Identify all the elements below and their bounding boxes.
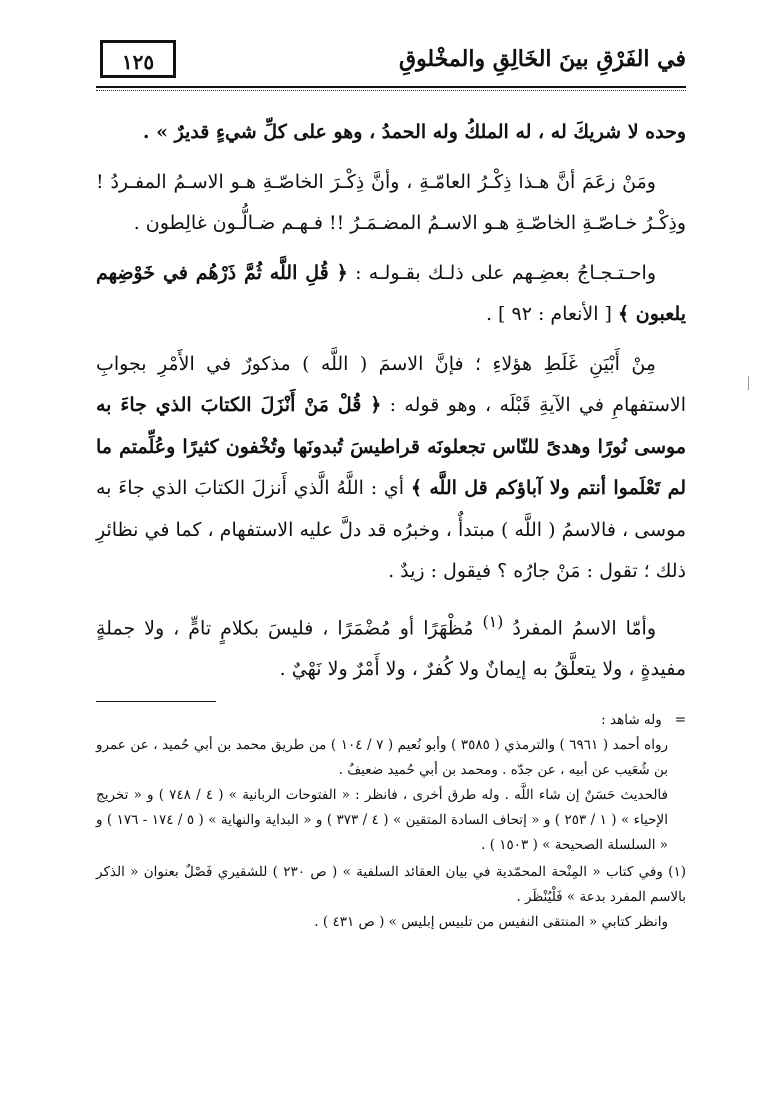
paragraph-4	[96, 344, 686, 593]
continuation-marker: =	[674, 711, 686, 728]
footnote-text: رواه أحمد ( ٦٩٦١ ) والترمذي ( ٣٥٨٥ ) وأبو نُعيم ( ٧ / ١٠٤ ) من طريق محمد بن أبي حُميد ، عن عمرو بن شُعَيب عن أبيه ، عن جدّه . ومحمد بن أبي حُميد ضعيفٌ .	[96, 736, 669, 778]
footnote-text: وانظر كتابي « المنتقى النفيس من تلبيس إبليس » ( ص ٤٣١ ) .	[314, 913, 668, 930]
page-header	[96, 36, 686, 90]
footnote-1: (١) وفي كتاب « المِنْحة المحمّدية في بيان العقائد السلفية » ( ص ٢٣٠ ) للشقيري فَصْلٌ بعنوان « الذكر بالاسم المفرد بدعة » فَلْيُنْظَر .	[96, 863, 686, 905]
paragraph-5-intro: وأمّا الاسمُ المفردُ	[503, 616, 657, 639]
margin-mark	[748, 376, 749, 390]
header-rule	[96, 86, 686, 88]
quran-verse: ﴿ قُلْ مَنْ أَنْزَلَ الكتابَ الذي جاءَ به موسى نُورًا وهدىً للنّاس تجعلونَه قراطيسَ تُبدونَها وتُخْفون كثيرًا وعُلِّمتم ما لم تَعْلَموا أنتم ولا آباؤكم قل اللَّه ﴾	[96, 394, 687, 499]
footnotes	[96, 708, 686, 935]
footnote-separator	[96, 701, 216, 702]
footnote-text: فالحديث حَسَنٌ إن شاء اللَّه . وله طرق أخرى ، فانظر : « الفتوحات الربانية » ( ٤ / ٧٤٨ ) و « تخريج الإحياء » ( ١ / ٢٥٣ ) و « إتحاف السادة المتقين » ( ٤ / ٣٧٣ ) و « البداية والنهاية » ( ٥ / ١٧٤ - ١٧٦ ) و « السلسلة الصحيحة » ( ١٥٠٣ ) .	[96, 786, 669, 853]
main-text	[96, 112, 686, 691]
paragraph-2: ومَنْ زعَمَ أنَّ هـذا ذِكْـرُ العامّـةِ ، وأنَّ ذِكْـرَ الخاصّـةِ هـو الاسـمُ المفـردُ ! وذِكْـرُ خـاصّـةِ الخاصّـةِ هـو الاسـمُ المضـمَـرُ !! فـهـم ضـالُّـون غالِطون .	[96, 170, 686, 234]
paragraph-1: وحده لا شريكَ له ، له الملكُ وله الحمدُ ، وهو على كلِّ شيءٍ قديرٌ » .	[142, 121, 686, 143]
paragraph-4-rest: أي : اللَّهُ الَّذي أَنزلَ الكتابَ الذي جاءَ به موسى ، فالاسمُ ( اللَّه ) مبتدأٌ ، وخبرُه قد دلَّ عليه الاستفهام ، كما في نظائرِ ذلك ؛ تقول : مَنْ جارُه ؟ فيقول : زيدٌ .	[96, 477, 686, 582]
quran-verse: ﴿ قُلِ اللَّه ثُمَّ ذَرْهُم في خَوْضِهم يلعبون ﴾	[96, 261, 686, 325]
footnote-ref[interactable]: (١)	[482, 611, 504, 631]
verse-reference: [ الأنعام : ٩٢ ] .	[485, 303, 618, 325]
header-rule-dotted	[96, 90, 686, 91]
paragraph-5-rest: مُظْهَرًا أو مُضْمَرًا ، فليسَ بكلامٍ تامٍّ ، ولا جملةٍ مفيدةٍ ، ولا يتعلَّقُ به إيمانٌ ولا كُفرٌ ، ولا أَمْرٌ ولا نَهْيٌ .	[96, 616, 686, 681]
footnote-text: وله شاهد :	[601, 711, 662, 728]
paragraph-3-intro: واحـتـجـاجُ بعضِـهم على ذلـك بقـولـه :	[347, 261, 657, 284]
footnote-continuation-heading	[96, 708, 686, 733]
running-title: في الفَرْقِ بينَ الخَالِقِ والمخْلوقِ	[399, 46, 686, 72]
page-number-box: ١٢٥	[100, 40, 176, 78]
book-page	[96, 36, 686, 935]
paragraph-5	[96, 601, 686, 691]
paragraph-4-intro: مِنْ أَبْيَنِ غَلَطِ هؤلاءِ ؛ فإنَّ الاسمَ ( اللَّه ) مذكورٌ في الأَمْرِ بجوابِ الاستفهامِ في الآيةِ قَبْلَه ، وهو قوله :	[96, 352, 686, 416]
paragraph-3	[96, 253, 686, 336]
